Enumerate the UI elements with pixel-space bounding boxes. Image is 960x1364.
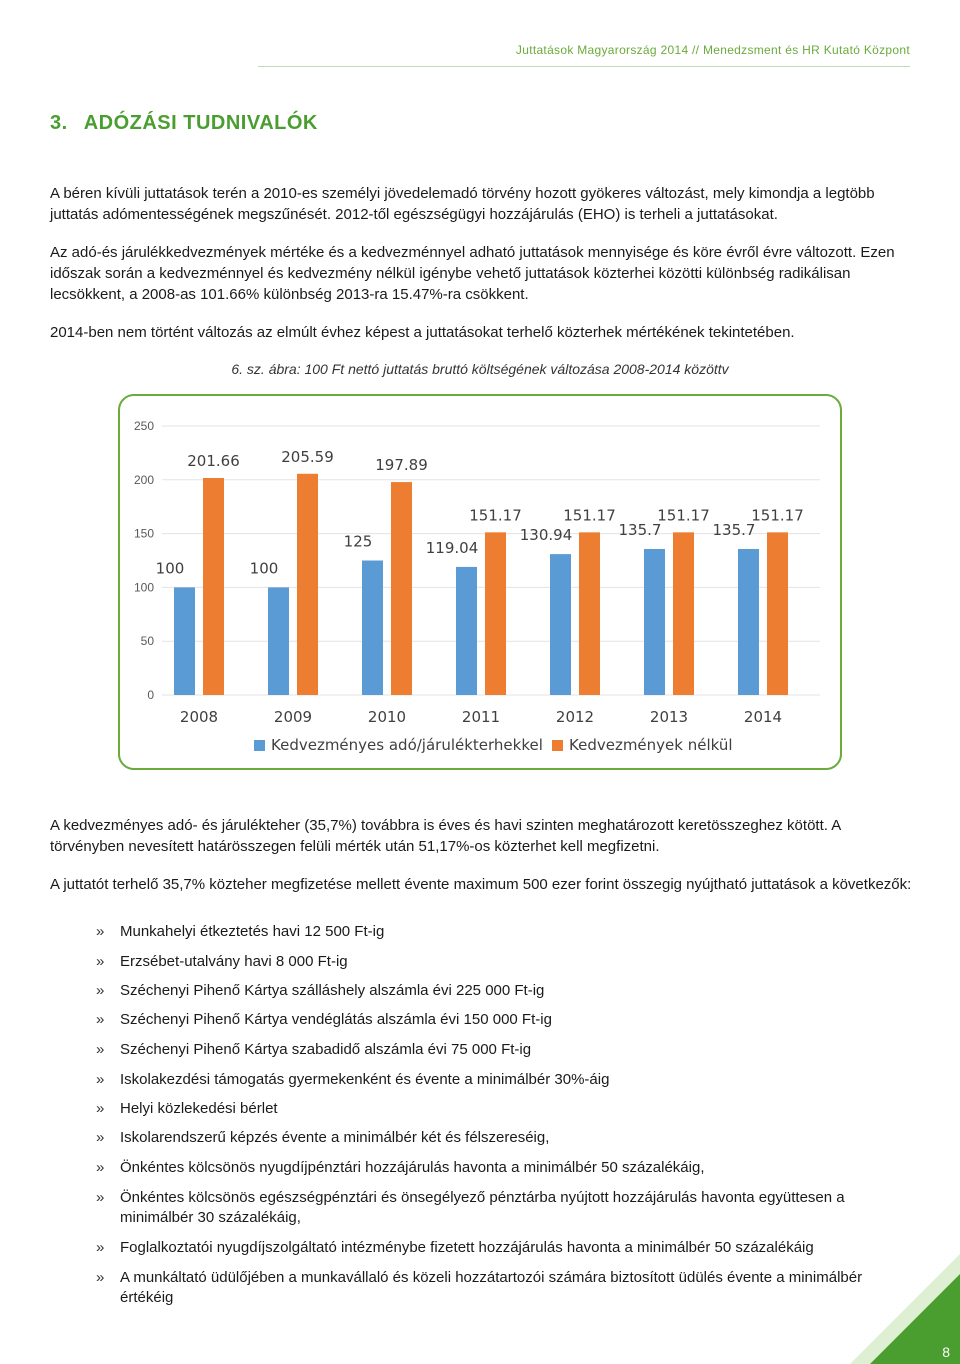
bullet-marker: » — [96, 1041, 105, 1058]
benefit-text: Iskolarendszerű képzés évente a minimálbér két és félszereséig, — [120, 1129, 550, 1146]
data-label: 100 — [249, 559, 279, 578]
bar-discounted — [738, 549, 759, 695]
data-label: 135.7 — [712, 520, 756, 539]
bullet-marker: » — [96, 1129, 105, 1146]
benefit-text: Munkahelyi étkeztetés havi 12 500 Ft-ig — [120, 923, 385, 940]
y-tick-label: 200 — [133, 472, 154, 487]
bullet-marker: » — [96, 1071, 105, 1088]
data-label: 130.94 — [519, 526, 573, 545]
bullet-marker: » — [96, 982, 105, 999]
benefit-item — [96, 1099, 910, 1119]
bullet-marker: » — [96, 1159, 105, 1176]
data-label: 135.7 — [618, 520, 662, 539]
x-tick-label: 2008 — [179, 708, 219, 726]
section-title — [50, 112, 318, 135]
bar-standard — [579, 532, 600, 695]
benefit-item — [96, 952, 910, 972]
benefit-text: A munkáltató üdülőjében a munkavállaló és közeli hozzátartozói számára biztosított üdülés évente a minimálbér értékéig — [120, 1269, 863, 1306]
x-tick-label: 2010 — [367, 708, 407, 726]
bar-standard — [391, 482, 412, 695]
bullet-marker: » — [96, 923, 105, 940]
bullet-marker: » — [96, 1011, 105, 1028]
data-label: 205.59 — [281, 447, 334, 466]
chart-container — [118, 394, 842, 770]
benefit-text: Széchenyi Pihenő Kártya szálláshely alszámla évi 225 000 Ft-ig — [120, 982, 545, 999]
paragraph-benefits-intro: A juttatót terhelő 35,7% közteher megfizetése mellett évente maximum 500 ezer forint összegig nyújtható juttatások a következők: — [50, 876, 912, 893]
bar-discounted — [456, 567, 477, 695]
benefit-item — [96, 981, 910, 1001]
paragraph-2014: 2014-ben nem történt változás az elmúlt évhez képest a juttatásokat terhelő közterhek mértékének tekintetében. — [50, 324, 795, 341]
bar-standard — [297, 474, 318, 695]
bar-chart — [120, 396, 840, 768]
bullet-marker: » — [96, 1239, 105, 1256]
bar-standard — [673, 532, 694, 695]
data-label: 100 — [155, 559, 185, 578]
benefit-item — [96, 1188, 910, 1228]
benefit-item — [96, 1268, 910, 1308]
benefit-text: Önkéntes kölcsönös nyugdíjpénztári hozzájárulás havonta a minimálbér 50 százalékáig, — [120, 1159, 705, 1176]
paragraph-intro: A béren kívüli juttatások terén a 2010-es személyi jövedelemadó törvény hozott gyökeres változást, mely kimondja a legtöbb juttatás adómentességének megszűnését. 2012-től egészségügyi hozzájárulás (EHO) is terheli a juttatásokat. — [50, 185, 875, 223]
benefit-item — [96, 1238, 910, 1258]
figure-caption: 6. sz. ábra: 100 Ft nettó juttatás bruttó költségének változása 2008-2014 közöttv — [231, 361, 729, 377]
header-divider — [258, 66, 910, 67]
benefit-item — [96, 922, 910, 942]
benefit-text: Iskolakezdési támogatás gyermekenként és évente a minimálbér 30%-áig — [120, 1071, 610, 1088]
benefit-item — [96, 1040, 910, 1060]
benefit-text: Foglalkoztatói nyugdíjszolgáltató intézménybe fizetett hozzájárulás havonta a minimálbér 50 százalékáig — [120, 1239, 814, 1256]
x-tick-label: 2012 — [555, 708, 595, 726]
legend-swatch — [254, 740, 265, 751]
bullet-marker: » — [96, 953, 105, 970]
benefit-text: Helyi közlekedési bérlet — [120, 1100, 278, 1117]
bar-discounted — [268, 587, 289, 695]
benefit-item — [96, 1158, 910, 1178]
section-title-text: ADÓZÁSI TUDNIVALÓK — [83, 112, 318, 134]
y-tick-label: 150 — [133, 526, 154, 541]
bullet-marker: » — [96, 1269, 105, 1286]
data-label: 151.17 — [657, 506, 710, 525]
legend-label: Kedvezményes adó/járulékterhekkel — [271, 736, 543, 754]
benefit-text: Önkéntes kölcsönös egészségpénztári és önsegélyező pénztárba nyújtott hozzájárulás havonta együttesen a minimálbér 30 százalékáig, — [120, 1189, 845, 1226]
x-tick-label: 2009 — [273, 708, 313, 726]
x-tick-label: 2013 — [649, 708, 689, 726]
x-tick-label: 2014 — [743, 708, 783, 726]
bar-discounted — [362, 561, 383, 696]
bar-discounted — [644, 549, 665, 695]
bar-discounted — [174, 587, 195, 695]
y-tick-label: 250 — [133, 419, 154, 433]
legend-label: Kedvezmények nélkül — [569, 736, 733, 754]
paragraph-changes: Az adó-és járulékkedvezmények mértéke és a kedvezménnyel adható juttatások mennyisége és köre évről évre változott. Ezen időszak során a kedvezménnyel és kedvezmény nélkül igénybe vehető juttatások közterhei közötti különbség radikálisan lecsökkent, a 2008-as 101.66% különbség 2013-ra 15.47%-ra csökkent. — [50, 244, 895, 303]
page-number: 8 — [942, 1344, 950, 1360]
bar-standard — [485, 532, 506, 695]
bullet-marker: » — [96, 1100, 105, 1117]
bullet-marker: » — [96, 1189, 105, 1206]
benefit-text: Erzsébet-utalvány havi 8 000 Ft-ig — [120, 953, 348, 970]
benefit-item — [96, 1128, 910, 1148]
y-tick-label: 0 — [147, 688, 154, 702]
section-number: 3. — [50, 112, 68, 134]
legend-swatch — [552, 740, 563, 751]
y-tick-label: 50 — [140, 634, 154, 649]
benefit-item — [96, 1010, 910, 1030]
data-label: 119.04 — [425, 538, 479, 557]
bar-standard — [203, 478, 224, 695]
x-tick-label: 2011 — [461, 708, 501, 726]
bar-standard — [767, 532, 788, 695]
data-label: 125 — [343, 532, 373, 551]
data-label: 151.17 — [751, 506, 804, 525]
data-label: 151.17 — [469, 506, 522, 525]
y-tick-label: 100 — [133, 580, 154, 595]
benefit-text: Széchenyi Pihenő Kártya vendéglátás alszámla évi 150 000 Ft-ig — [120, 1011, 552, 1028]
data-label: 197.89 — [375, 456, 428, 475]
data-label: 201.66 — [187, 452, 240, 471]
running-header: Juttatások Magyarország 2014 // Menedzsment és HR Kutató Központ — [515, 43, 910, 57]
benefit-item — [96, 1070, 910, 1090]
paragraph-threshold: A kedvezményes adó- és járulékteher (35,7%) továbbra is éves és havi szinten meghatározott keretösszeghez kötött. A törvényben nevesített határösszegen felüli mérték után 51,17%-os közterhet kell megfizetni. — [50, 817, 841, 855]
bar-discounted — [550, 554, 571, 695]
benefit-text: Széchenyi Pihenő Kártya szabadidő alszámla évi 75 000 Ft-ig — [120, 1041, 532, 1058]
data-label: 151.17 — [563, 506, 616, 525]
